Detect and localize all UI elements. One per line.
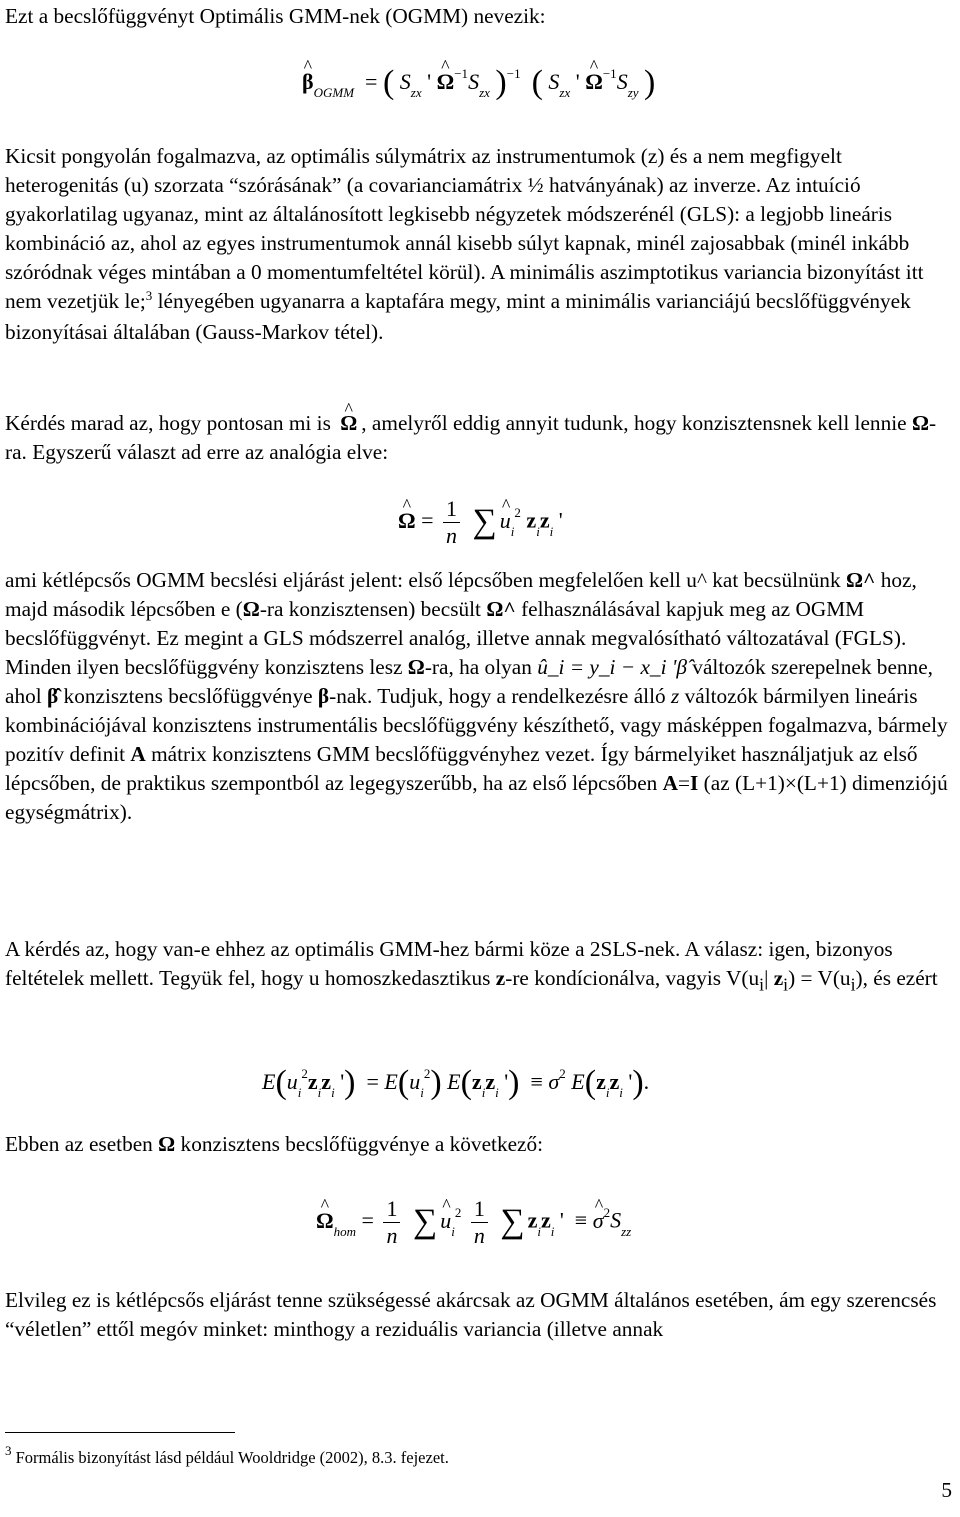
paragraph-two-step: ami kétlépcsős OGMM becslési eljárást jelent: első lépcsőben megfelelően kell u^ kat becsülnünk Ω^ hoz, majd második lépcsőben e (Ω-ra konzisztensen) becsült Ω^ felhasználásával kapjuk meg az OGMM becslőfüggvényt. Ez megint a GLS módszerrel analóg, illetve annak megvalósítható változatával (FGLS). Minden ilyen becslőfüggvény konzisztens lesz Ω-ra, ha olyan û_i = y_i − x_i 'β̂ változók szerepelnek benne, ahol β̂ konzisztens becslőfüggvénye β-nak. Tudjuk, hogy a rendelkezésre álló z változók bármilyen lineáris kombinációjával konzisztens instrumentális becslőfüggvény készíthető, vagy másképpen fogalmazva, bármely pozitív definit A mátrix konzisztens GMM becslőfüggvényhez vezet. Így bármelyiket használjatjuk az első lépcsőben, de praktikus szempontból az legegyszerűbb, ha az első lépcsőben A=I (az (L+1)×(L+1) dimenziójú egységmátrix). <box>5 568 948 824</box>
footnote: $^3$ Formális bizonyítást lásd például Wooldridge (2002), 8.3. fejezet. <box>5 1443 449 1467</box>
equation-omega-hat: ^ Ω = $\frac{1}{n}$ ∑^ $u_i^2$ $z_iz_i$ ' <box>398 498 563 547</box>
page-number: 5 <box>941 1478 952 1502</box>
footnote-separator <box>5 1432 235 1433</box>
equation-ogmm: ^ $\beta_{OGMM}$ = ( $S_{zx}$ ' ^ $\Omega^{-1}S_{zx}$ )$^{-1}$ ( $S_{zx}$ ' ^ $\Omega^{-1}S_{zy}$ ) <box>302 62 655 96</box>
paragraph-omega-consistent: Ebben az esetben Ω konzisztens becslőfüggvénye a következő: <box>5 1132 544 1156</box>
equation-omega-hom: ^ $\Omega_{hom}$ = $\frac{1}{n}$ ∑^ $u_i^2$ $\frac{1}{n}$ ∑ $z_iz_i$ ' ≡ ^ $\sigma^2S_{zz}$ <box>316 1198 631 1247</box>
paragraph-2sls: A kérdés az, hogy van-e ehhez az optimális GMM-hez bármi köze a 2SLS-nek. A válasz: igen, bizonyos feltételek mellett. Tegyük fel, hogy u homoszkedasztikus z-re kondícionálva, vagyis $V(u_i|$ $z_i) = V(u_i)$, és ezért <box>5 937 938 995</box>
equation-homoskedastic: $E(u_i^2z_iz_i$ ') = $E(u_i^2)$ $E(z_iz_i$ ') ≡ $\sigma^2$ $E(z_iz_i$ '). <box>262 1064 650 1101</box>
paragraph-optimal-weight: Kicsit pongyolán fogalmazva, az optimális súlymátrix az instrumentumok (z) és a nem megfigyelt heterogenitás (u) szorzata “szórásának” (a covarianciamátrix ½ hatványának) az inverze. Az intuíció gyakorlatilag ugyanaz, mint az általánosított legkisebb négyzetek módszerénél (GLS): a legjobb lineáris kombináció az, ahol az egyes instrumentumok annál kisebb súlyt kapnak, minél zajosabbak (minél inkább szóródnak véges mintában a 0 momentumfeltétel körül). A minimális aszimptotikus variancia bizonyítást itt nem vezetjük le;$^3$ lényegében ugyanarra a kaptafára megy, mint a minimális varianciájú becslőfüggvények bizonyításai általában (Gauss-Markov tétel). <box>5 144 924 344</box>
paragraph-question-omega: Kérdés marad az, hogy pontosan mi is ^ Ω , amelyről eddig annyit tudunk, hogy konzisztensnek kell lennie Ω-ra. Egyszerű választ ad erre az analógia elve: <box>5 409 950 467</box>
intro-text: Ezt a becslőfüggvényt Optimális GMM-nek (OGMM) nevezik: <box>5 4 546 28</box>
paragraph-conclusion: Elvileg ez is kétlépcsős eljárást tenne szükségessé akárcsak az OGMM általános esetében, ám egy szerencsés “véletlen” ettől megóv minket: minthogy a reziduális variancia (illetve annak <box>5 1288 937 1341</box>
